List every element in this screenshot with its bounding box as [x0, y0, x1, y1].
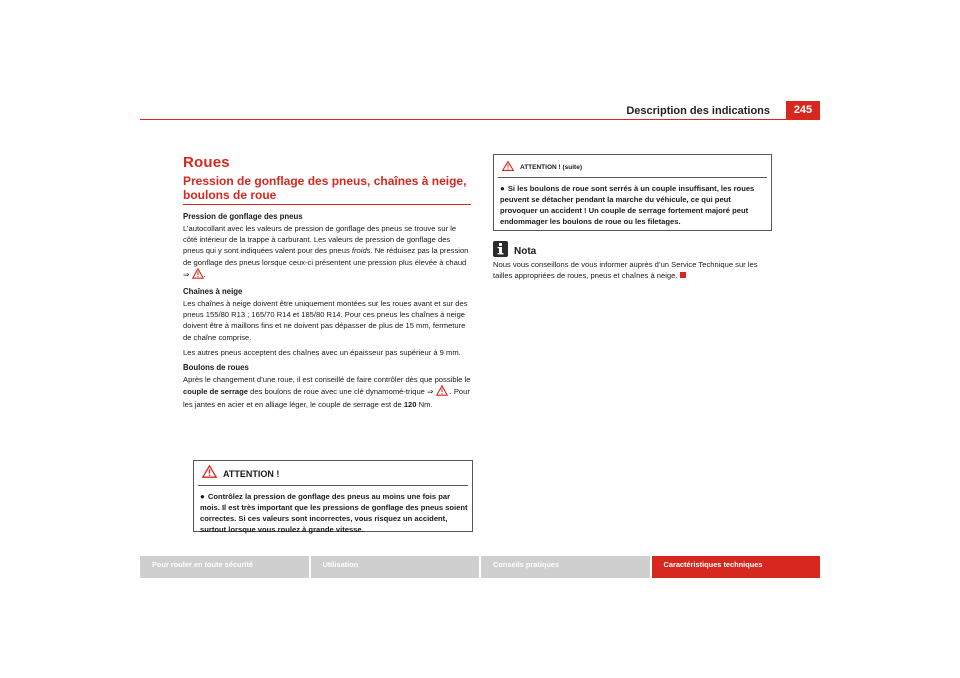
warning-triangle-icon — [502, 158, 514, 176]
bolts-paragraph — [183, 374, 471, 411]
pressure-paragraph — [183, 223, 471, 282]
end-marker-icon — [680, 272, 686, 278]
bolts-torque: 120 — [403, 400, 417, 410]
warning-box-left — [193, 460, 473, 532]
footer-nav — [140, 556, 820, 578]
bullet-icon: ● — [500, 184, 505, 193]
warning-box-right — [493, 154, 772, 231]
bolts-text-2: des boulons de roue avec une clé dynamomé-trique ⇒ — [250, 387, 434, 397]
chains-heading: Chaînes à neige — [183, 287, 243, 297]
warning-text: Si les boulons de roue sont serrés à un couple insuffisant, les roues peuvent se détacher pendant la marche du véhicule, ce qui peut provoquer un accident ! Un couple de serrage fortement majoré peut endommager les boulons de roue ou les filetages. — [500, 184, 755, 226]
warning-label: ATTENTION ! — [223, 469, 280, 479]
warning-icon[interactable] — [192, 268, 204, 282]
warning-title-row — [494, 155, 771, 177]
note-header — [493, 241, 770, 257]
footer-tab-tips[interactable]: Conseils pratiques — [481, 556, 650, 578]
pressure-text-1: L’autocollant avec les valeurs de pression de gonflage des pneus se trouve sur le côté intérieur de la trappe à carburant. Les valeurs de pression de gonflage des pneus qui y sont indiquées valent pour des pneus — [183, 224, 457, 256]
section-title: Roues — [183, 154, 230, 171]
right-column — [493, 154, 770, 285]
bolts-heading: Boulons de roues — [183, 363, 249, 373]
chains-paragraph-2: Les autres pneus acceptent des chaînes avec un épaisseur pas supérieur à 9 mm. — [183, 347, 461, 357]
warning-rule — [198, 485, 468, 486]
bolts-text-3: . Pour les jantes en acier et en alliage léger, le couple de serrage est de — [183, 387, 470, 410]
left-column — [183, 154, 471, 415]
footer-tab-safety[interactable]: Pour rouler en toute sécurité — [140, 556, 309, 578]
pressure-text-end: . — [203, 269, 206, 279]
note-text: Nous vous conseillons de vous informer auprès d’un Service Technique sur les tailles appropriées de roues, pneus et chaînes à neige. — [493, 260, 758, 281]
warning-rule — [498, 177, 767, 178]
warning-body — [194, 486, 472, 538]
warning-body — [494, 178, 771, 230]
warning-text: Contrôlez la pression de gonflage des pneus au moins une fois par mois. Il est très important que les pressions de gonflage des pneus soient correctes. Si ces valeurs sont incorrectes, vous risquez un accident, surtout lorsque vous roulez à grande vitesse. — [200, 492, 468, 534]
pressure-text-2: . Ne réduisez pas la pression de gonflage des pneus lorsque ceux-ci présentent une pression plus élevée à chaud ⇒ — [183, 246, 469, 279]
subsection-title: Pression de gonflage des pneus, chaînes à neige, boulons de roue — [183, 174, 467, 202]
note-paragraph — [493, 259, 770, 281]
warning-title-row — [194, 461, 472, 485]
warning-label: ATTENTION ! (suite) — [520, 163, 582, 171]
bullet-icon: ● — [200, 492, 205, 501]
chains-paragraph-1: Les chaînes à neige doivent être uniquement montées sur les roues avant et sur des pneus 155/80 R13 ; 165/70 R14 et 185/80 R14. Pour ces pneus les chaînes à neige doivent être à maillons fins et ne doivent pas dépasser de plus de 15 mm, fermeture de chaîne comprise. — [183, 299, 468, 342]
pressure-heading: Pression de gonflage des pneus — [183, 212, 303, 221]
header-rule — [140, 119, 820, 120]
bolts-text-1: Après le changement d’une roue, il est conseillé de faire contrôler dès que possible le — [183, 375, 471, 385]
note-icon — [493, 241, 508, 257]
footer-tab-usage[interactable]: Utilisation — [311, 556, 480, 578]
note-label: Nota — [514, 246, 537, 257]
warning-header — [494, 155, 771, 178]
subsection-rule — [183, 204, 471, 205]
warning-header — [194, 461, 472, 486]
page-header-title: Description des indications — [626, 105, 770, 117]
warning-icon[interactable] — [436, 385, 448, 399]
footer-tab-specs[interactable]: Caractéristiques techniques — [652, 556, 821, 578]
warning-triangle-icon — [202, 465, 217, 483]
bolts-unit: Nm. — [418, 400, 433, 410]
pressure-text-italic: froids — [351, 246, 371, 256]
bolts-bold: couple de serrage — [183, 387, 248, 397]
page-number: 245 — [786, 101, 820, 119]
